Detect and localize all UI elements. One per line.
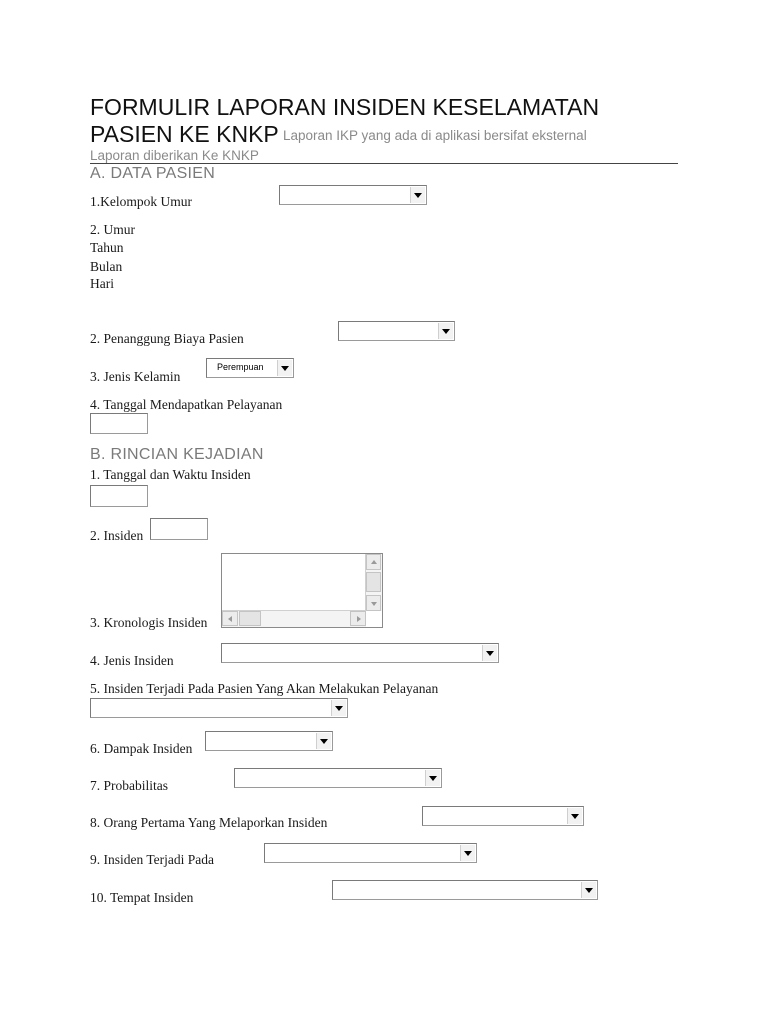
orang-pertama-select[interactable] <box>422 806 584 826</box>
insiden-label: 2. Insiden <box>90 528 144 543</box>
chevron-down-icon[interactable] <box>425 770 440 786</box>
tanggal-pelayanan-label: 4. Tanggal Mendapatkan Pelayanan <box>90 397 283 412</box>
jenis-insiden-select[interactable] <box>221 643 499 663</box>
scroll-down-button[interactable] <box>366 595 381 611</box>
penanggung-biaya-label: 2. Penanggung Biaya Pasien <box>90 331 244 346</box>
probabilitas-label: 7. Probabilitas <box>90 778 168 793</box>
dampak-insiden-label: 6. Dampak Insiden <box>90 741 193 756</box>
tempat-insiden-label: 10. Tempat Insiden <box>90 890 194 905</box>
insiden-input[interactable] <box>150 518 208 540</box>
jenis-kelamin-value: Perempuan <box>217 362 264 372</box>
arrow-down-icon <box>371 602 377 606</box>
form-title-line2: PASIEN KE KNKP <box>90 121 279 147</box>
tempat-insiden-select[interactable] <box>332 880 598 900</box>
chevron-down-icon[interactable] <box>410 187 425 203</box>
section-b-title: B. RINCIAN KEJADIAN <box>90 446 264 463</box>
jenis-kelamin-select[interactable] <box>206 358 294 378</box>
terjadi-pasien-label: 5. Insiden Terjadi Pada Pasien Yang Akan Melakukan Pelayanan <box>90 681 439 696</box>
jenis-insiden-label: 4. Jenis Insiden <box>90 653 174 668</box>
chevron-down-icon[interactable] <box>316 733 331 749</box>
jenis-kelamin-label: 3. Jenis Kelamin <box>90 369 181 384</box>
form-title-line1: FORMULIR LAPORAN INSIDEN KESELAMATAN <box>90 94 600 120</box>
header-note-knkp: Laporan diberikan Ke KNKP <box>90 148 259 163</box>
chevron-down-icon[interactable] <box>438 323 453 339</box>
chevron-down-icon[interactable] <box>581 882 596 898</box>
kelompok-umur-label: 1.Kelompok Umur <box>90 194 192 209</box>
scroll-thumb-horizontal[interactable] <box>239 611 261 626</box>
arrow-right-icon <box>357 616 361 622</box>
umur-tahun-label: Tahun <box>90 240 124 255</box>
horizontal-scrollbar[interactable] <box>222 610 366 627</box>
header-divider <box>90 163 678 164</box>
chevron-down-icon[interactable] <box>567 808 582 824</box>
terjadi-pada-label: 9. Insiden Terjadi Pada <box>90 852 215 867</box>
arrow-up-icon <box>371 560 377 564</box>
penanggung-biaya-select[interactable] <box>338 321 455 341</box>
terjadi-pada-select[interactable] <box>264 843 477 863</box>
arrow-left-icon <box>228 616 232 622</box>
tanggal-waktu-insiden-input[interactable] <box>90 485 148 507</box>
chevron-down-icon[interactable] <box>460 845 475 861</box>
scroll-right-button[interactable] <box>350 611 366 626</box>
tanggal-waktu-insiden-label: 1. Tanggal dan Waktu Insiden <box>90 467 251 482</box>
umur-bulan-label: Bulan <box>90 259 123 274</box>
chevron-down-icon[interactable] <box>482 645 497 661</box>
scroll-up-button[interactable] <box>366 554 381 570</box>
terjadi-pasien-select[interactable] <box>90 698 348 718</box>
probabilitas-select[interactable] <box>234 768 442 788</box>
section-a-title: A. DATA PASIEN <box>90 165 216 182</box>
chevron-down-icon[interactable] <box>331 700 346 716</box>
chevron-down-icon[interactable] <box>277 360 292 376</box>
dampak-insiden-select[interactable] <box>205 731 333 751</box>
scroll-thumb[interactable] <box>366 572 381 592</box>
tanggal-pelayanan-input[interactable] <box>90 413 148 434</box>
scroll-left-button[interactable] <box>222 611 238 626</box>
kelompok-umur-select[interactable] <box>279 185 427 205</box>
orang-pertama-label: 8. Orang Pertama Yang Melaporkan Insiden <box>90 815 328 830</box>
kronologis-insiden-textarea[interactable] <box>221 553 383 628</box>
header-note-external: Laporan IKP yang ada di aplikasi bersifat eksternal <box>283 128 587 143</box>
vertical-scrollbar[interactable] <box>365 554 382 611</box>
umur-hari-label: Hari <box>90 276 114 291</box>
kronologis-insiden-label: 3. Kronologis Insiden <box>90 615 208 630</box>
umur-label: 2. Umur <box>90 222 135 237</box>
